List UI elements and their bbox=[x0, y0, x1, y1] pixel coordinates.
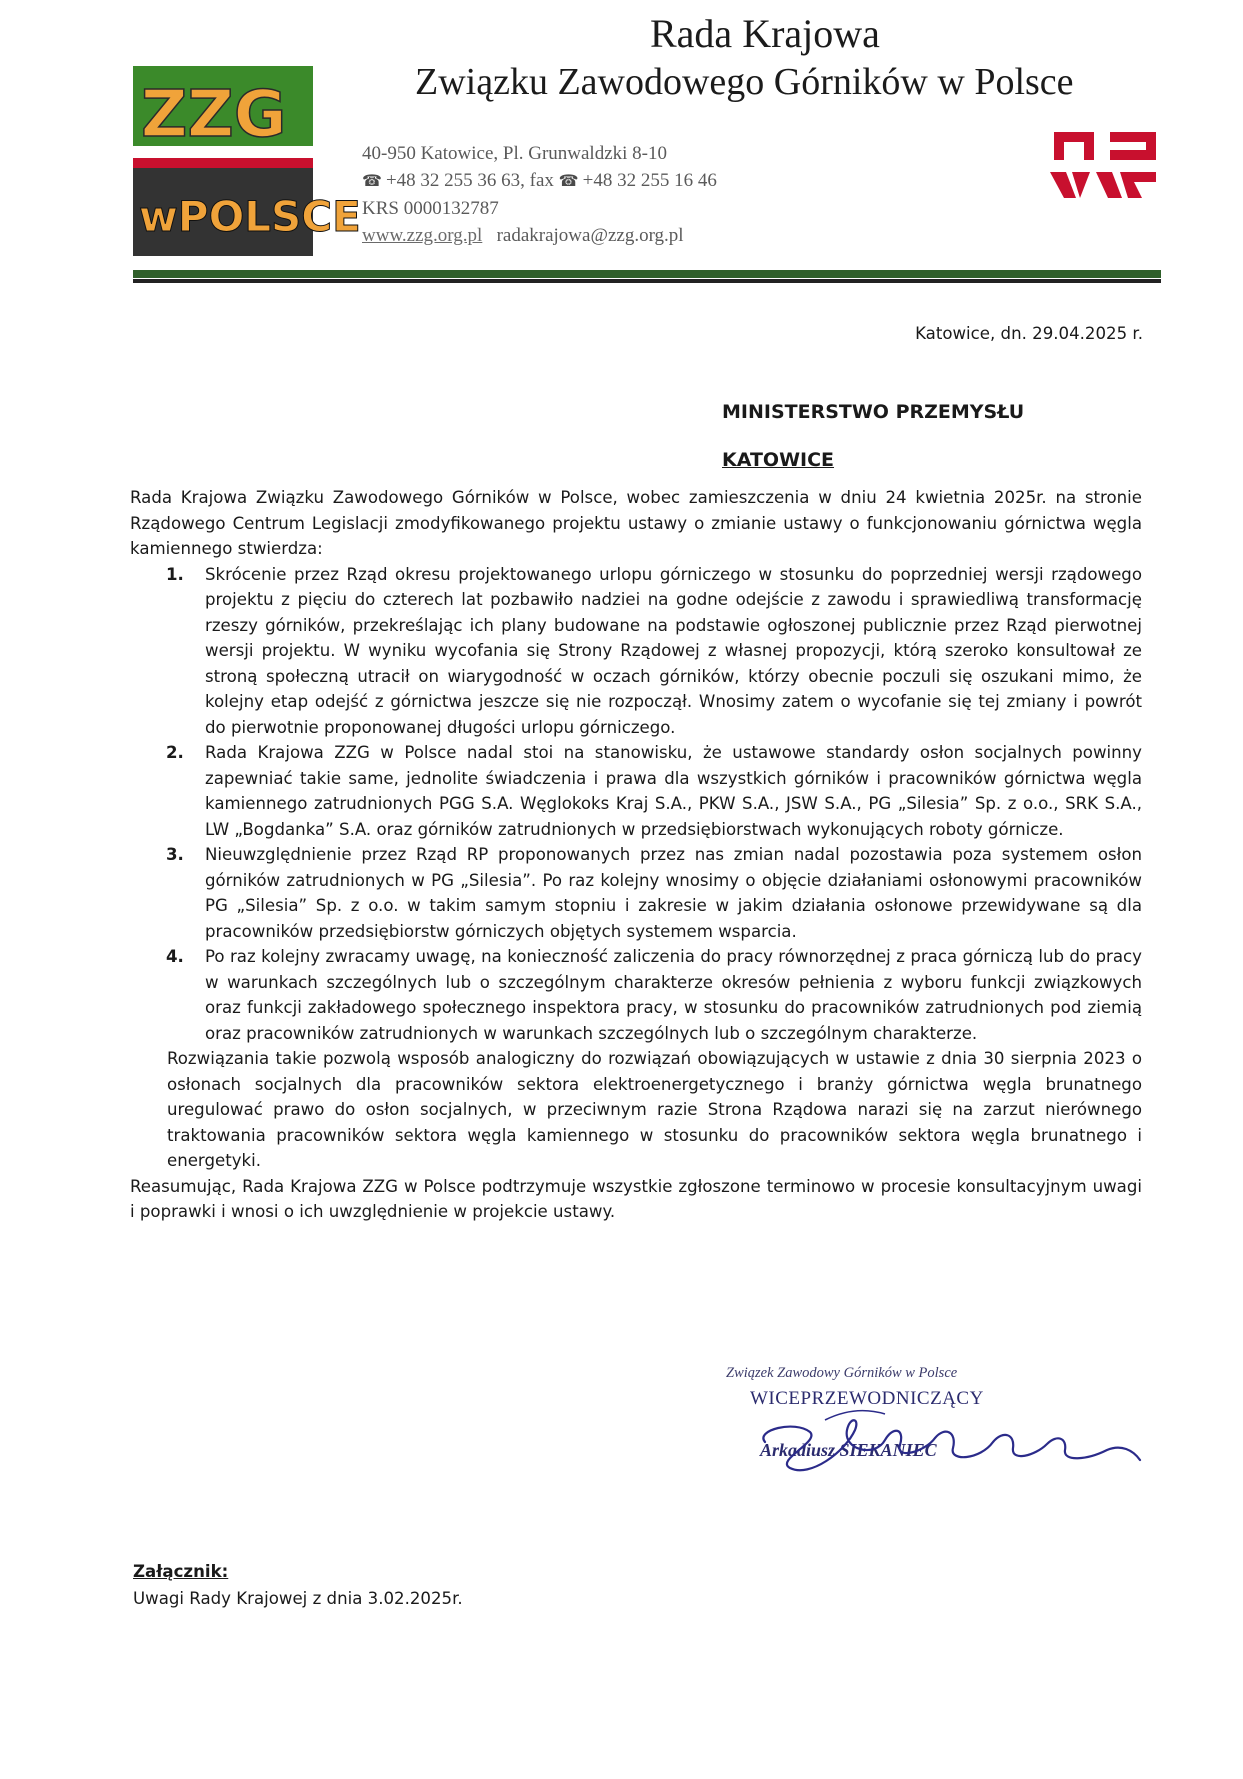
list-item bbox=[130, 562, 1142, 741]
zzg-logo bbox=[133, 66, 361, 256]
signature-stamp-title: WICEPRZEWODNICZĄCY bbox=[750, 1388, 984, 1409]
point-text: Rada Krajowa ZZG w Polsce nadal stoi na stanowisku, że ustawowe standardy osłon socjalnych powinny zapewniać takie same, jednolite świadczenia i prawa dla wszystkich górników i pracowników górnictwa węgla kamiennego zatrudnionych PGG S.A. Węglokoks Kraj S.A., PKW S.A., JSW S.A., PG „Silesia” Sp. z o.o., SRK S.A., LW „Bogdanka” S.A. oraz górników zatrudnionych w przedsiębiorstwach wykonujących roboty górnicze. bbox=[205, 743, 1142, 839]
letter-date: Katowice, dn. 29.04.2025 r. bbox=[915, 324, 1143, 343]
point-number: 3. bbox=[166, 845, 184, 864]
fax-number: +48 32 255 16 46 bbox=[582, 170, 717, 191]
letterhead-divider bbox=[133, 270, 1161, 278]
point-number: 4. bbox=[166, 947, 184, 966]
intro-paragraph: Rada Krajowa Związku Zawodowego Górników w Polsce, wobec zamieszczenia w dniu 24 kwietnia 2025r. na stronie Rządowego Centrum Legislacji zmodyfikowanego projektu ustawy o zmianie ustawy o funkcjonowaniu górnictwa węgla kamiennego stwierdza: bbox=[130, 488, 1142, 558]
website-link[interactable]: www.zzg.org.pl bbox=[362, 225, 483, 246]
phone-icon: ☎ bbox=[362, 173, 382, 190]
attachment-label: Załącznik: bbox=[133, 1562, 229, 1581]
signature-stamp-name: Arkadiusz SIEKANIEC bbox=[760, 1440, 937, 1460]
org-name-line2: Związku Zawodowego Górników w Polsce bbox=[415, 61, 1074, 103]
attachment-text: Uwagi Rady Krajowej z dnia 3.02.2025r. bbox=[133, 1589, 463, 1608]
krs-number: KRS 0000132787 bbox=[362, 198, 499, 219]
summary-paragraph: Reasumując, Rada Krajowa ZZG w Polsce podtrzymuje wszystkie zgłoszone terminowo w procesie konsultacyjnym uwagi i poprawki i wnosi o ich uwzględnienie w projekcie ustawy. bbox=[130, 1176, 1142, 1221]
recipient-city: KATOWICE bbox=[722, 449, 835, 471]
letterhead-divider-dark bbox=[133, 279, 1161, 283]
list-item bbox=[130, 944, 1142, 1046]
fax-label: , fax bbox=[520, 170, 554, 191]
recipient-name: MINISTERSTWO PRZEMYSŁU bbox=[722, 401, 1025, 423]
point-number: 1. bbox=[166, 564, 184, 584]
email-address[interactable]: radakrajowa@zzg.org.pl bbox=[496, 225, 684, 246]
handwritten-signature bbox=[735, 1390, 1145, 1480]
list-item bbox=[130, 842, 1142, 944]
closing-paragraph: Rozwiązania takie pozwolą wsposób analogiczny do rozwiązań obowiązujących w ustawie z dnia 30 sierpnia 2023 o osłonach socjalnych dla pracowników sektora elektroenergetycznego i branży górnictwa węgla brunatnego uregulować prawo do osłon socjalnych, w przeciwnym razie Strona Rządowa narazi się na zarzut nierównego traktowania pracowników sektora węgla kamiennego w stosunku do pracowników sektora węgla brunatnego i energetyki. bbox=[167, 1049, 1142, 1170]
org-name-line1: Rada Krajowa bbox=[650, 11, 880, 56]
letter-body bbox=[130, 485, 1142, 1225]
phone-line bbox=[362, 167, 717, 195]
logo-text-bottom: wPOLSCE bbox=[139, 192, 361, 241]
fax-icon: ☎ bbox=[558, 173, 579, 190]
point-text: Po raz kolejny zwracamy uwagę, na konieczność zaliczenia do pracy równorzędnej z praca górniczą lub do pracy w warunkach szczególnych lub o szczególnym charakterze okresów pełnienia z wyboru funkcji związkowych oraz funkcji zakładowego społecznego inspektora pracy, w stosunku do pracowników zatrudnionych pod ziemią oraz pracowników zatrudnionych w warunkach szczególnych lub o szczególnym charakterze. bbox=[205, 947, 1142, 1043]
signature-stamp-org: Związek Zawodowy Górników w Polsce bbox=[726, 1365, 958, 1381]
point-text: Skrócenie przez Rząd okresu projektowanego urlopu górniczego w stosunku do poprzedniej wersji rządowego projektu z pięciu do czterech lat pozbawiło nadziei na godne odejście z zawodu i sprawiedliwą transformację rzeszy górników, przekreślając ich plany budowane na podstawie ogłoszonej publicznie przez Rząd pierwotnej wersji projektu. W wyniku wycofania się Strony Rządowej z własnej propozycji, którą szeroko konsultował ze stroną społeczną utracił on wiarygodność w oczach górników, którzy obecnie poczuli się oszukani mimo, że kolejny etap odejść z górnictwa jeszcze się nie rozpoczął. Wnosimy zatem o wycofanie się tej zmiany i powrót do pierwotnie proponowanej długości urlopu górniczego. bbox=[205, 564, 1142, 737]
web-contact-line bbox=[362, 222, 717, 249]
points-list bbox=[130, 562, 1142, 1047]
solidarity-emblem-icon bbox=[1050, 128, 1160, 204]
logo-text-top: ZZG bbox=[141, 78, 287, 152]
contact-block bbox=[362, 140, 717, 249]
address: 40-950 Katowice, Pl. Grunwaldzki 8-10 bbox=[362, 143, 667, 164]
list-item bbox=[130, 740, 1142, 842]
phone-number: +48 32 255 36 63 bbox=[385, 170, 521, 191]
point-text: Nieuwzględnienie przez Rząd RP proponowanych przez nas zmian nadal pozostawia poza systemem osłon górników zatrudnionych w PG „Silesia”. Po raz kolejny wnosimy o objęcie działaniami osłonowymi pracowników PG „Silesia” Sp. z o.o. w takim samym stopniu i zakresie w jakim działania osłonowe przewidywane są dla pracowników przedsiębiorstw górniczych objętych systemem wsparcia. bbox=[205, 845, 1142, 941]
point-number: 2. bbox=[166, 743, 184, 762]
